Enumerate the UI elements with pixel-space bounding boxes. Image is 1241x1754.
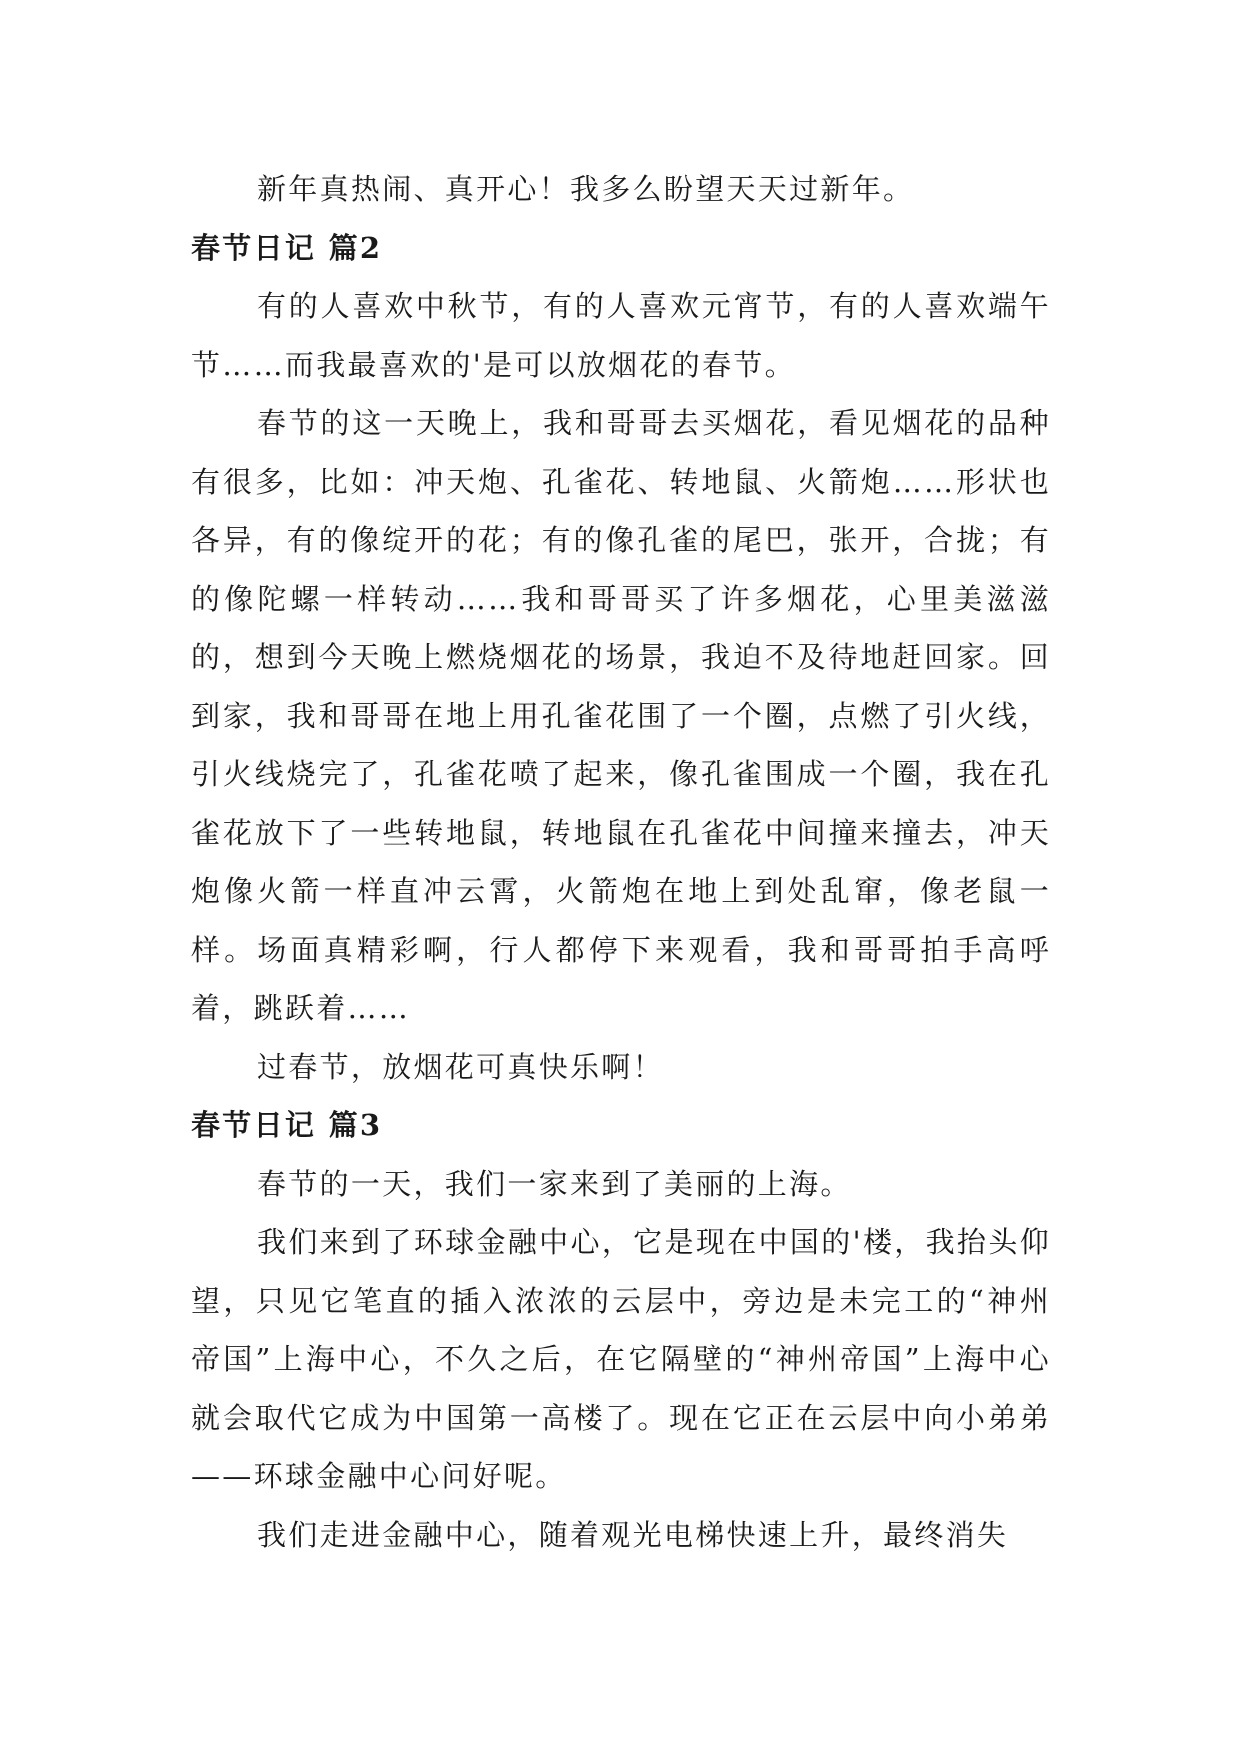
paragraph-buying-fireworks: 春节的这一天晚上，我和哥哥去买烟花，看见烟花的品种有很多，比如：冲天炮、孔雀花、转地鼠、火箭炮……形状也各异，有的像绽开的花；有的像孔雀的尾巴，张开，合拢；有的像陀螺一样转动……我和哥哥买了许多烟花，心里美滋滋的，想到今天晚上燃烧烟花的场景，我迫不及待地赶回家。回到家，我和哥哥在地上用孔雀花围了一个圈，点燃了引火线，引火线烧完了，孔雀花喷了起来，像孔雀围成一个圈，我在孔雀花放下了一些转地鼠，转地鼠在孔雀花中间撞来撞去，冲天炮像火箭一样直冲云霄，火箭炮在地上到处乱窜，像老鼠一样。场面真精彩啊，行人都停下来观看，我和哥哥拍手高呼着，跳跃着…… (191, 406, 1051, 1025)
paragraph-shanghai-trip: 春节的一天，我们一家来到了美丽的上海。 (257, 1166, 852, 1201)
paragraph-favorite-festival: 有的人喜欢中秋节，有的人喜欢元宵节，有的人喜欢端午节……而我最喜欢的'是可以放烟花的春节。 (191, 289, 1051, 382)
paragraph-elevator: 我们走进金融中心，随着观光电梯快速上升，最终消失 (257, 1517, 1009, 1552)
paragraph-new-year-closing: 新年真热闹、真开心！我多么盼望天天过新年。 (257, 172, 915, 206)
section-heading-diary-2: 春节日记 篇2 (191, 230, 383, 265)
document-body (191, 160, 1051, 1564)
paragraph-fireworks-closing: 过春节，放烟花可真快乐啊！ (257, 1049, 664, 1084)
section-heading-diary-3: 春节日记 篇3 (191, 1108, 383, 1142)
paragraph-financial-center: 我们来到了环球金融中心，它是现在中国的'楼，我抬头仰望，只见它笔直的插入浓浓的云层中，旁边是未完工的“神州帝国”上海中心，不久之后，在它隔壁的“神州帝国”上海中心就会取代它成为中国第一高楼了。现在它正在云层中向小弟弟——环球金融中心问好呢。 (191, 1225, 1051, 1493)
